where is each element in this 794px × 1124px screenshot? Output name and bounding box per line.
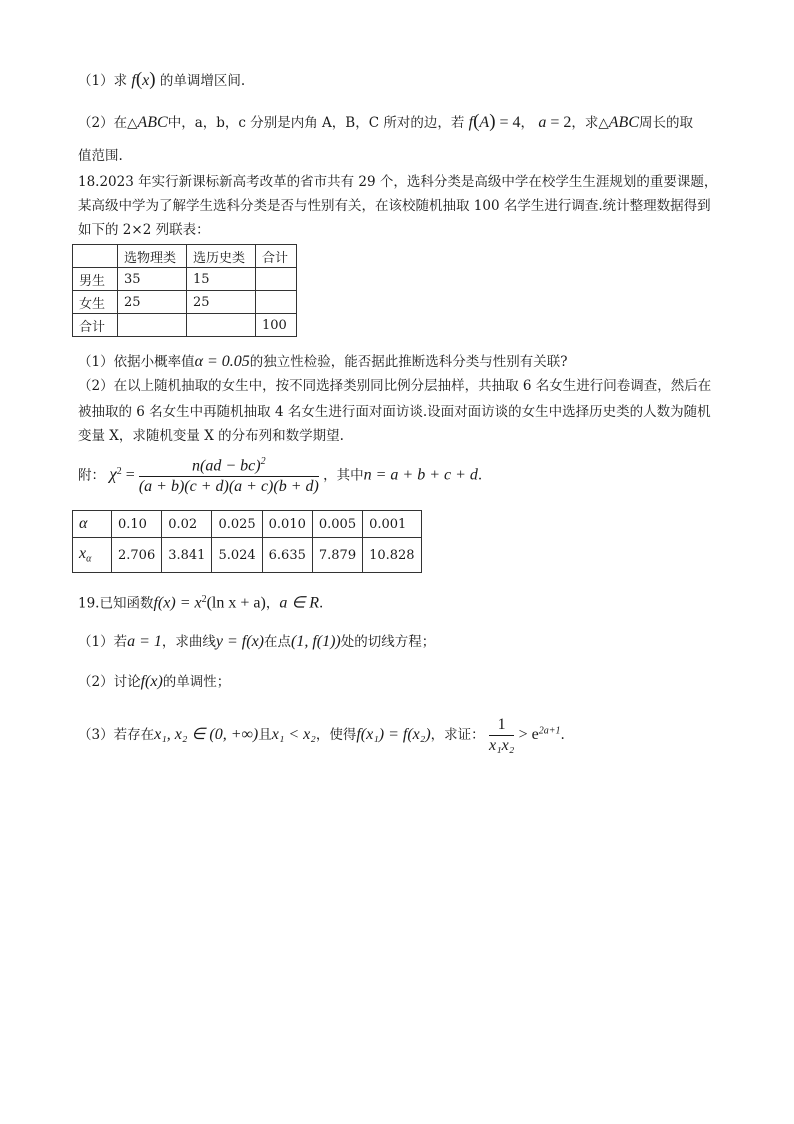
table-cell: 女生 (73, 291, 118, 314)
chi-square-formula: 附： $\chi^2$ = $\frac{n(ad - bc)^2}{(a + b)(c + d)(a + c)(b + d)}$ ，其中n = a + b + c + d. (78, 456, 483, 496)
table-cell (256, 268, 297, 291)
q18-line3: 如下的 2×2 列联表： (78, 222, 210, 238)
table-cell: 0.005 (312, 511, 362, 538)
table-cell: 0.025 (212, 511, 262, 538)
table-cell: 3.841 (162, 538, 212, 573)
table-cell: 选物理类 (118, 245, 187, 268)
table-row (73, 268, 297, 291)
table-cell: 10.828 (363, 538, 422, 573)
table-cell (187, 314, 256, 337)
prev-part-2-cont: 值范围. (78, 148, 123, 164)
formula-numerator: n(ad − bc)$^2$ (139, 456, 319, 477)
q18-line2: 某高级中学为了解学生选科分类是否与性别有关，在该校随机抽取 100 名学生进行调查.统计整理数据得到 (78, 198, 711, 214)
prev-part-2: （2）在△ABC中，a，b，c 分别是内角 A，B，C 所对的边，若 f(A) = 4， a = 2，求△ABC周长的取 (78, 111, 693, 132)
table-cell: 25 (118, 291, 187, 314)
table-row (73, 314, 297, 337)
table-cell: 0.001 (363, 511, 422, 538)
formula-denominator: (a + b)(c + d)(a + c)(b + d) (138, 478, 319, 496)
table-cell: 25 (187, 291, 256, 314)
table-cell: 男生 (73, 268, 118, 291)
table-cell: 7.879 (312, 538, 362, 573)
table-row (73, 538, 422, 573)
alpha-label-cell: α (73, 511, 112, 538)
table-cell (256, 291, 297, 314)
fx-expr: f (131, 72, 136, 89)
table-cell: 合计 (73, 314, 118, 337)
q18-part-2-line1: （2）在以上随机抽取的女生中，按不同选择类别同比例分层抽样，共抽取 6 名女生进行问卷调查，然后在 (78, 378, 712, 394)
q19-part-1: （1）若a = 1，求曲线y = f(x)在点(1, f(1))处的切线方程； (78, 633, 436, 650)
contingency-table (72, 244, 297, 337)
q18-line1: 18.2023 年实行新课标新高考改革的省市共有 29 个，选科分类是高级中学在校学生生涯规划的重要课题， (78, 174, 718, 190)
table-cell: 0.02 (162, 511, 212, 538)
prev-part-1: （1）求 f(x) 的单调增区间. (78, 69, 246, 90)
q19-intro: 19.已知函数$f(x) = x^2(\ln$ x + a)，a ∈ R. (78, 594, 324, 612)
table-cell: 6.635 (262, 538, 312, 573)
q19-part-2: （2）讨论f(x)的单调性； (78, 673, 231, 690)
table-cell: 合计 (256, 245, 297, 268)
table-cell: 5.024 (212, 538, 262, 573)
table-cell: 15 (187, 268, 256, 291)
table-cell: 0.010 (262, 511, 312, 538)
table-cell: 0.10 (112, 511, 162, 538)
table-row (73, 511, 422, 538)
formula-fraction (139, 456, 319, 496)
q18-part-1: （1）依据小概率值α = 0.05的独立性检验，能否据此推断选科分类与性别有关联? (78, 353, 568, 370)
inequality-fraction: $\frac{1}{\text{x₁x₂}}$ (488, 716, 515, 754)
table-cell: 2.706 (112, 538, 162, 573)
table-cell: 选历史类 (187, 245, 256, 268)
q18-part-2-line2: 被抽取的 6 名女生中再随机抽取 4 名女生进行面对面访谈.设面对面访谈的女生中选择历史类的人数为随机 (78, 404, 711, 420)
q19-part-3: （3）若存在x₁, x₂ ∈ (0, +∞)且x₁ < x₂，使得f(x₁) = f(x₂)，求证： $\frac{1}{\text{x₁x₂}}$ > $e^{2a+1}$. (78, 716, 565, 754)
table-cell: 100 (256, 314, 297, 337)
table-header-row (73, 245, 297, 268)
table-cell: 35 (118, 268, 187, 291)
critical-value-table (72, 510, 422, 573)
table-cell (118, 314, 187, 337)
x-alpha-label-cell: $x_\alpha$ (73, 538, 112, 573)
q18-part-2-line3: 变量 X，求随机变量 X 的分布列和数学期望. (78, 428, 344, 444)
table-cell (73, 245, 118, 268)
table-row (73, 291, 297, 314)
